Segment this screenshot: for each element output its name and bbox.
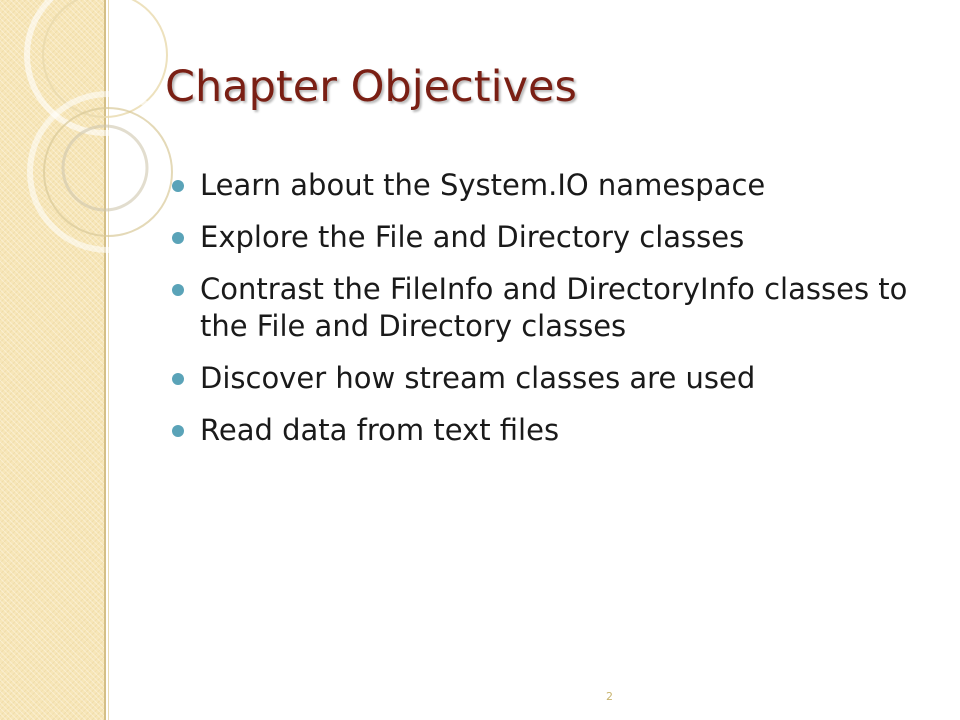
page-number: 2 [606, 690, 613, 703]
objectives-list [172, 167, 912, 464]
bullet-dot-icon [172, 180, 184, 192]
list-item [172, 167, 912, 204]
slide-title: Chapter Objectives [165, 62, 577, 112]
list-item-text: Contrast the FileInfo and DirectoryInfo classes to the File and Directory classes [200, 272, 908, 343]
list-item-text: Discover how stream classes are used [200, 361, 756, 395]
list-item [172, 360, 912, 397]
side-band [0, 0, 104, 720]
side-rule-thin [108, 0, 109, 720]
list-item-text: Learn about the System.IO namespace [200, 168, 766, 202]
bullet-dot-icon [172, 373, 184, 385]
list-item [172, 219, 912, 256]
list-item [172, 412, 912, 449]
bullet-dot-icon [172, 284, 184, 296]
bullet-dot-icon [172, 425, 184, 437]
list-item [172, 271, 912, 345]
side-rule [104, 0, 106, 720]
list-item-text: Read data from text files [200, 413, 560, 447]
list-item-text: Explore the File and Directory classes [200, 220, 745, 254]
bullet-dot-icon [172, 232, 184, 244]
